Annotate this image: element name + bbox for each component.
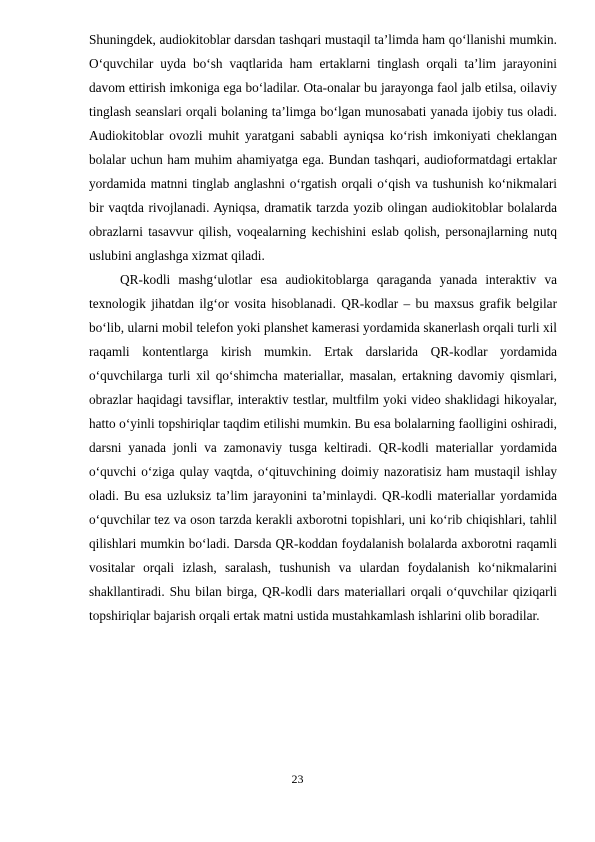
body-text [89,28,557,628]
paragraph: Shuningdek, audiokitoblar darsdan tashqari mustaqil ta’limda ham qo‘llanishi mumkin. O‘quvchilar uyda bo‘sh vaqtlarida ham ertaklarni tinglash orqali ta’lim jarayonini davom ettirish imkoniga ega bo‘ladilar. Ota-onalar bu jarayonga faol jalb etilsa, oilaviy tinglash seanslari orqali bolaning ta’limga bo‘lgan munosabati yanada ijobiy tus oladi. Audiokitoblar ovozli muhit yaratgani sababli ayniqsa ko‘rish imkoniyati cheklangan bolalar uchun ham muhim ahamiyatga ega. Bundan tashqari, audioformatdagi ertaklar yordamida matnni tinglab anglashni o‘rgatish orqali o‘qish va tushunish ko‘nikmalari bir vaqtda rivojlanadi. Ayniqsa, dramatik tarzda yozib olingan audiokitoblar bolalarda obrazlarni tasavvur qilish, voqealarning kechishini eslab qolish, personajlarning nutq uslubini anglashga xizmat qiladi. [89,32,557,263]
page-number: 23 [291,772,304,786]
paragraph: QR-kodli mashg‘ulotlar esa audiokitoblarga qaraganda yanada interaktiv va texnologik jihatdan ilg‘or vosita hisoblanadi. QR-kodlar – bu maxsus grafik belgilar bo‘lib, ularni mobil telefon yoki planshet kamerasi yordamida skanerlash orqali turli xil raqamli kontentlarga kirish mumkin. Ertak darslarida QR-kodlar yordamida o‘quvchilarga turli xil qo‘shimcha materiallar, masalan, ertakning davomiy qismlari, obrazlar haqidagi tavsiflar, interaktiv testlar, multfilm yoki video shaklidagi hikoyalar, hatto o‘yinli topshiriqlar taqdim etilishi mumkin. Bu esa bolalarning faolligini oshiradi, darsni yanada jonli va zamonaviy tusga keltiradi. QR-kodli materiallar yordamida o‘quvchi o‘ziga qulay vaqtda, o‘qituvchining doimiy nazoratisiz ham mustaqil ishlay oladi. Bu esa uzluksiz ta’lim jarayonini ta’minlaydi. QR-kodli materiallar yordamida o‘quvchilar tez va oson tarzda kerakli axborotni topishlari, uni ko‘rib chiqishlari, tahlil qilishlari mumkin bo‘ladi. Darsda QR-koddan foydalanish bolalarda axborotni raqamli vositalar orqali izlash, saralash, tushunish va ulardan foydalanish ko‘nikmalarini shakllantiradi. Shu bilan birga, QR-kodli dars materiallari orqali o‘quvchilar qiziqarli topshiriqlar bajarish orqali ertak matni ustida mustahkamlash ishlarini olib boradilar. [89,272,557,623]
